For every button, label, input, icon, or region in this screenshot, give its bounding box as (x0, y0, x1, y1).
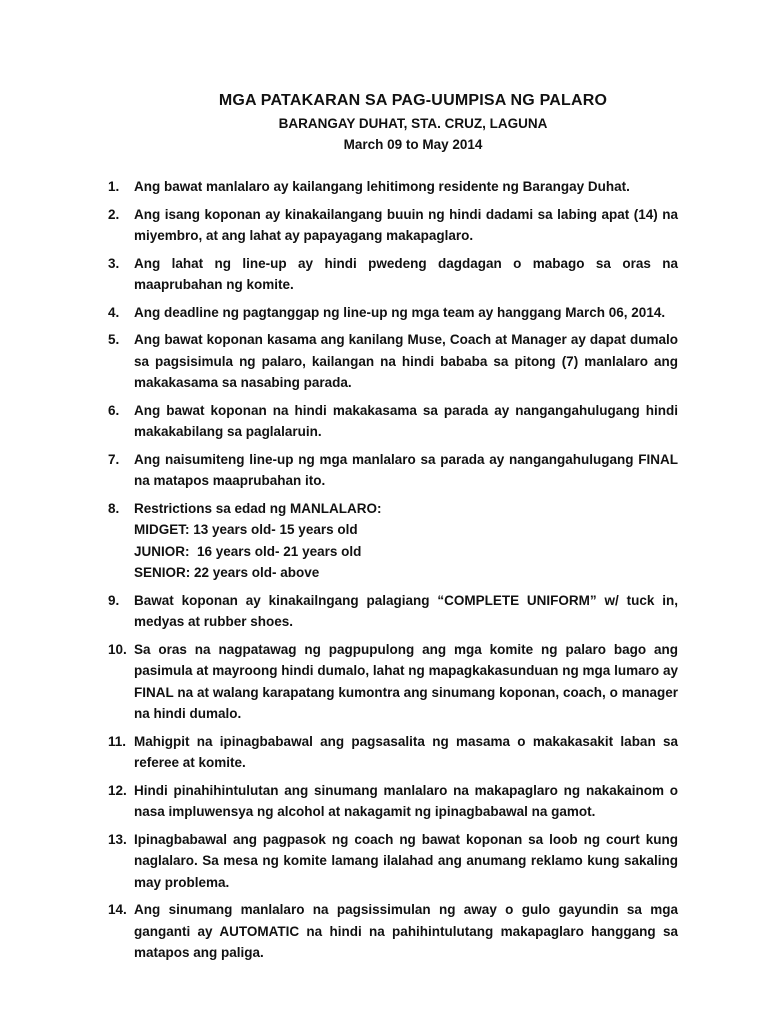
rules-list (108, 176, 678, 964)
rule-number: 11. (108, 733, 127, 749)
rule-item (108, 204, 678, 247)
document-date-range: March 09 to May 2014 (343, 137, 483, 152)
rule-item (108, 829, 678, 894)
rule-item (108, 176, 678, 198)
rule-item (108, 731, 678, 774)
rule-item (108, 302, 678, 324)
rule-number: 10. (108, 641, 127, 657)
rule-text: Ang bawat koponan kasama ang kanilang Muse, Coach at Manager ay dapat dumalo sa pagsisimula ng palaro, kailangan na hindi bababa sa pitong (7) manlalaro ang makakasama sa nasabing parada. (134, 332, 678, 390)
rule-item (108, 780, 678, 823)
rule-number: 6. (108, 402, 120, 418)
rule-text: Ang sinumang manlalaro na pagsissimulan ng away o gulo gayundin sa mga ganganti ay AUTOMATIC na hindi na pahihintulutang makapaglaro hanggang sa matapos ang paliga. (134, 902, 678, 960)
rule-text: Ipinagbabawal ang pagpasok ng coach ng bawat koponan sa loob ng court kung naglalaro. Sa mesa ng komite lamang ilalahad ang anumang reklamo kung sakaling may problema. (134, 831, 678, 890)
rule-text: Sa oras na nagpatawag ng pagpupulong ang mga komite ng palaro bago ang pasimula at mayroong hindi dumalo, lahat ng mapagkakasunduan ng mga lumaro ay FINAL na at walang karapatang kumontra ang sinumang koponan, coach, o manager na hindi dumalo. (134, 641, 678, 721)
rule-text: Bawat koponan ay kinakailngang palagiang “COMPLETE UNIFORM” w/ tuck in, medyas at rubber shoes. (134, 592, 678, 629)
rule-text: Restrictions sa edad ng MANLALARO: (134, 500, 382, 516)
rule-number: 5. (108, 332, 120, 347)
rule-text: Ang naisumiteng line-up ng mga manlalaro sa parada ay nangangahulugang FINAL na matapos maaprubahan ito. (134, 451, 678, 488)
rule-text-group (134, 498, 678, 584)
rule-item-age-restrictions (108, 498, 678, 584)
rule-number: 13. (108, 831, 127, 847)
age-group-junior: JUNIOR: 16 years old- 21 years old (134, 543, 362, 559)
rule-number: 2. (108, 206, 120, 222)
rule-number: 14. (108, 902, 127, 917)
age-group-senior: SENIOR: 22 years old- above (134, 565, 320, 580)
rule-number: 9. (108, 592, 120, 608)
age-group-midget: MIDGET: 13 years old- 15 years old (134, 522, 358, 537)
rule-text: Ang bawat manlalaro ay kailangang lehitimong residente ng Barangay Duhat. (134, 179, 630, 194)
rule-text: Ang deadline ng pagtanggap ng line-up ng mga team ay hanggang March 06, 2014. (134, 304, 666, 320)
rule-text: Ang bawat koponan na hindi makakasama sa parada ay nangangahulugang hindi makakabilang sa paglalaruin. (134, 402, 678, 439)
rule-item (108, 253, 678, 296)
rule-number: 3. (108, 255, 120, 271)
rule-item (108, 590, 678, 633)
rule-item (108, 449, 678, 492)
rule-item (108, 899, 678, 964)
rule-number: 1. (108, 179, 120, 194)
rule-item (108, 400, 678, 443)
document-location: BARANGAY DUHAT, STA. CRUZ, LAGUNA (278, 116, 548, 131)
rule-text: Ang lahat ng line-up ay hindi pwedeng dagdagan o mabago sa oras na maaprubahan ng komite. (134, 255, 678, 292)
rule-number: 7. (108, 451, 120, 467)
rule-item (108, 639, 678, 725)
document-title: MGA PATAKARAN SA PAG-UUMPISA NG PALARO (218, 92, 608, 109)
rule-number: 8. (108, 500, 120, 516)
rule-item (108, 329, 678, 394)
rule-text: Ang isang koponan ay kinakailangang buuin ng hindi dadami sa labing apat (14) na miyembro, at ang lahat ay papayagang makapaglaro. (134, 206, 678, 243)
rule-number: 12. (108, 782, 127, 798)
rule-text: Hindi pinahihintulutan ang sinumang manlalaro na makapaglaro ng nakakainom o nasa impluwensya ng alcohol at nakagamit ng ipinagbabawal na gamot. (134, 782, 678, 819)
rule-number: 4. (108, 304, 120, 320)
rule-text: Mahigpit na ipinagbabawal ang pagsasalita ng masama o makakasakit laban sa referee at komite. (134, 733, 678, 770)
